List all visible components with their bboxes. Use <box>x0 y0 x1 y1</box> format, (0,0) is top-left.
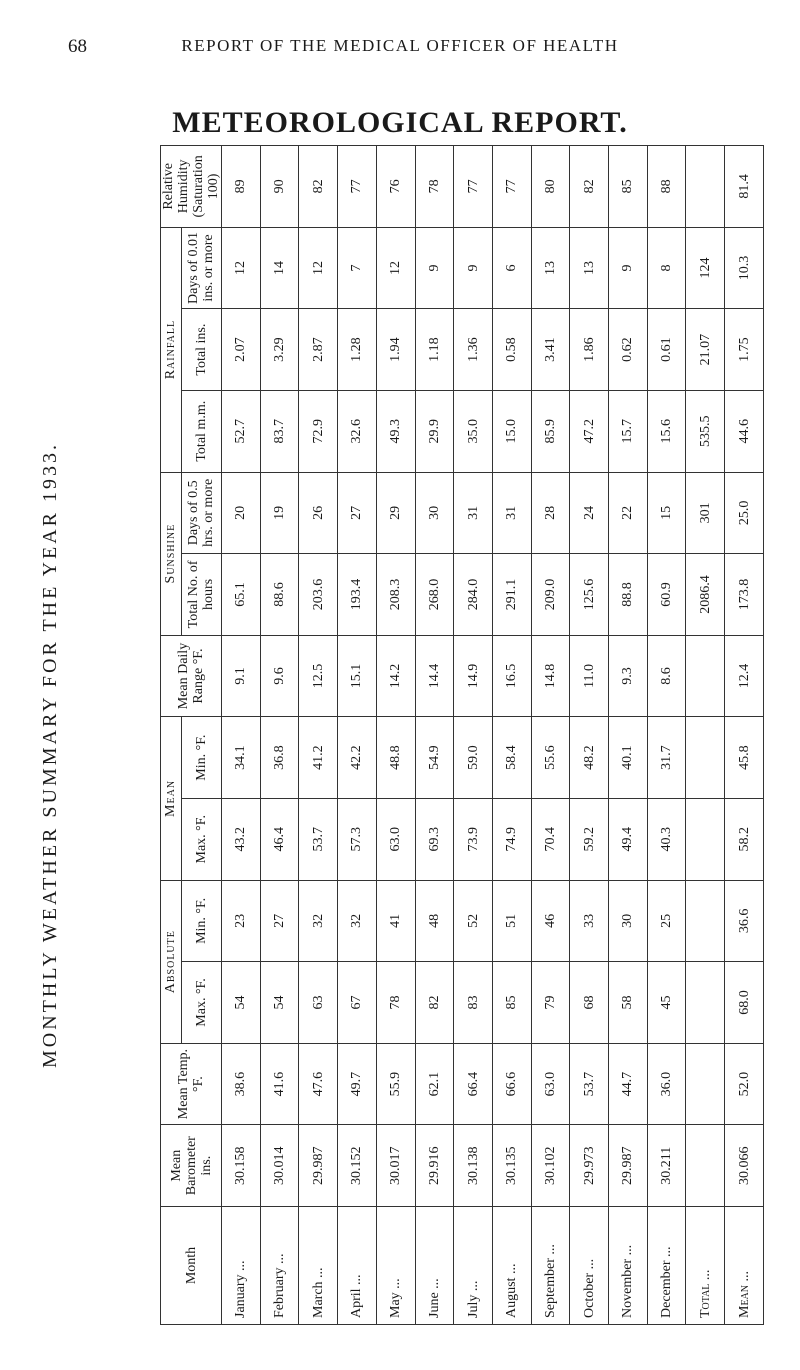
table-row <box>454 146 493 1325</box>
mean-min-cell <box>686 717 725 799</box>
header-mean-max: Max. °F. <box>181 798 221 880</box>
month-cell: September ... <box>531 1207 570 1325</box>
mean-temp-cell: 36.0 <box>647 1043 686 1125</box>
table-row <box>609 146 648 1325</box>
absolute-min-cell: 33 <box>570 880 609 962</box>
mean-min-cell: 34.1 <box>222 717 261 799</box>
table-row <box>531 146 570 1325</box>
rain-days-cell: 8 <box>647 227 686 309</box>
sunshine-days-cell: 19 <box>260 472 299 554</box>
barometer-cell: 30.014 <box>260 1125 299 1207</box>
table-row <box>260 146 299 1325</box>
barometer-cell: 30.158 <box>222 1125 261 1207</box>
table-row <box>647 146 686 1325</box>
mean-max-cell: 63.0 <box>376 798 415 880</box>
table-row <box>338 146 377 1325</box>
barometer-cell: 29.987 <box>609 1125 648 1207</box>
sunshine-hours-cell: 208.3 <box>376 554 415 636</box>
absolute-min-cell: 23 <box>222 880 261 962</box>
rainfall-ins-cell: 0.62 <box>609 309 648 391</box>
month-cell: June ... <box>415 1207 454 1325</box>
rainfall-ins-cell: 1.28 <box>338 309 377 391</box>
mean-temp-cell <box>686 1043 725 1125</box>
rain-days-cell: 9 <box>609 227 648 309</box>
humidity-cell: 77 <box>338 146 377 228</box>
header-absolute: Absolute <box>161 880 182 1043</box>
humidity-cell: 80 <box>531 146 570 228</box>
rainfall-mm-cell: 83.7 <box>260 390 299 472</box>
humidity-cell: 78 <box>415 146 454 228</box>
month-cell: March ... <box>299 1207 338 1325</box>
table-row <box>415 146 454 1325</box>
sunshine-days-cell: 25.0 <box>725 472 764 554</box>
sunshine-days-cell: 30 <box>415 472 454 554</box>
mean-min-cell: 45.8 <box>725 717 764 799</box>
sunshine-hours-cell: 284.0 <box>454 554 493 636</box>
rain-days-cell: 14 <box>260 227 299 309</box>
absolute-min-cell <box>686 880 725 962</box>
rainfall-mm-cell: 15.6 <box>647 390 686 472</box>
humidity-cell: 90 <box>260 146 299 228</box>
humidity-cell: 85 <box>609 146 648 228</box>
absolute-max-cell: 68 <box>570 962 609 1044</box>
mean-max-cell: 74.9 <box>492 798 531 880</box>
side-title: MONTHLY WEATHER SUMMARY FOR THE YEAR 1933. <box>39 441 61 1069</box>
total-row <box>686 146 725 1325</box>
weather-table-frame <box>160 145 750 1325</box>
barometer-cell: 30.152 <box>338 1125 377 1207</box>
page-number: 68 <box>68 36 87 57</box>
daily-range-cell: 12.5 <box>299 635 338 717</box>
running-head: REPORT OF THE MEDICAL OFFICER OF HEALTH <box>181 36 619 55</box>
header-absolute-max: Max. °F. <box>181 962 221 1044</box>
mean-min-cell: 58.4 <box>492 717 531 799</box>
rainfall-mm-cell: 44.6 <box>725 390 764 472</box>
total-label: Total ... <box>686 1207 725 1325</box>
header-rainfall-days: Days of 0.01 ins. or more <box>181 227 221 309</box>
humidity-cell: 81.4 <box>725 146 764 228</box>
month-cell: January ... <box>222 1207 261 1325</box>
mean-min-cell: 54.9 <box>415 717 454 799</box>
mean-max-cell: 59.2 <box>570 798 609 880</box>
absolute-min-cell: 48 <box>415 880 454 962</box>
absolute-min-cell: 41 <box>376 880 415 962</box>
mean-temp-cell: 47.6 <box>299 1043 338 1125</box>
header-mean: Mean <box>161 717 182 880</box>
absolute-min-cell: 32 <box>338 880 377 962</box>
rainfall-ins-cell: 1.75 <box>725 309 764 391</box>
mean-temp-cell: 63.0 <box>531 1043 570 1125</box>
table-row <box>299 146 338 1325</box>
mean-max-cell: 57.3 <box>338 798 377 880</box>
sunshine-days-cell: 29 <box>376 472 415 554</box>
header-mean-temp: Mean Temp. °F. <box>161 1043 222 1125</box>
barometer-cell <box>686 1125 725 1207</box>
month-cell: August ... <box>492 1207 531 1325</box>
daily-range-cell: 9.1 <box>222 635 261 717</box>
sunshine-hours-cell: 173.8 <box>725 554 764 636</box>
rainfall-mm-cell: 535.5 <box>686 390 725 472</box>
absolute-max-cell: 83 <box>454 962 493 1044</box>
mean-min-cell: 36.8 <box>260 717 299 799</box>
sunshine-hours-cell: 2086.4 <box>686 554 725 636</box>
report-title: METEOROLOGICAL REPORT. <box>172 106 628 139</box>
sunshine-days-cell: 31 <box>454 472 493 554</box>
mean-max-cell: 70.4 <box>531 798 570 880</box>
mean-temp-cell: 55.9 <box>376 1043 415 1125</box>
rainfall-ins-cell: 1.94 <box>376 309 415 391</box>
header-rainfall-mm: Total m.m. <box>181 390 221 472</box>
mean-min-cell: 55.6 <box>531 717 570 799</box>
sunshine-days-cell: 28 <box>531 472 570 554</box>
rainfall-ins-cell: 2.07 <box>222 309 261 391</box>
humidity-cell: 77 <box>454 146 493 228</box>
rainfall-mm-cell: 49.3 <box>376 390 415 472</box>
header-sunshine: Sunshine <box>161 472 182 635</box>
rain-days-cell: 12 <box>222 227 261 309</box>
mean-max-cell: 73.9 <box>454 798 493 880</box>
absolute-max-cell: 54 <box>260 962 299 1044</box>
month-cell: July ... <box>454 1207 493 1325</box>
daily-range-cell: 14.9 <box>454 635 493 717</box>
rainfall-ins-cell: 0.58 <box>492 309 531 391</box>
daily-range-cell: 11.0 <box>570 635 609 717</box>
humidity-cell: 82 <box>570 146 609 228</box>
month-cell: November ... <box>609 1207 648 1325</box>
absolute-min-cell: 52 <box>454 880 493 962</box>
barometer-cell: 29.987 <box>299 1125 338 1207</box>
barometer-cell: 30.211 <box>647 1125 686 1207</box>
rain-days-cell: 9 <box>454 227 493 309</box>
rainfall-ins-cell: 3.41 <box>531 309 570 391</box>
month-cell: May ... <box>376 1207 415 1325</box>
daily-range-cell: 14.4 <box>415 635 454 717</box>
sunshine-hours-cell: 88.6 <box>260 554 299 636</box>
rainfall-mm-cell: 35.0 <box>454 390 493 472</box>
rainfall-mm-cell: 47.2 <box>570 390 609 472</box>
barometer-cell: 29.973 <box>570 1125 609 1207</box>
mean-temp-cell: 41.6 <box>260 1043 299 1125</box>
sunshine-days-cell: 20 <box>222 472 261 554</box>
daily-range-cell: 8.6 <box>647 635 686 717</box>
mean-temp-cell: 66.6 <box>492 1043 531 1125</box>
sunshine-hours-cell: 60.9 <box>647 554 686 636</box>
sunshine-hours-cell: 203.6 <box>299 554 338 636</box>
humidity-cell: 89 <box>222 146 261 228</box>
humidity-cell: 76 <box>376 146 415 228</box>
absolute-max-cell: 68.0 <box>725 962 764 1044</box>
absolute-max-cell: 85 <box>492 962 531 1044</box>
month-cell: December ... <box>647 1207 686 1325</box>
rainfall-ins-cell: 0.61 <box>647 309 686 391</box>
mean-max-cell: 69.3 <box>415 798 454 880</box>
humidity-cell: 77 <box>492 146 531 228</box>
mean-max-cell <box>686 798 725 880</box>
mean-label: Mean ... <box>725 1207 764 1325</box>
absolute-max-cell: 45 <box>647 962 686 1044</box>
rainfall-ins-cell: 1.36 <box>454 309 493 391</box>
sunshine-hours-cell: 88.8 <box>609 554 648 636</box>
daily-range-cell: 9.6 <box>260 635 299 717</box>
rain-days-cell: 12 <box>299 227 338 309</box>
sunshine-hours-cell: 268.0 <box>415 554 454 636</box>
mean-temp-cell: 66.4 <box>454 1043 493 1125</box>
barometer-cell: 30.135 <box>492 1125 531 1207</box>
absolute-min-cell: 30 <box>609 880 648 962</box>
table-row <box>222 146 261 1325</box>
month-cell: February ... <box>260 1207 299 1325</box>
table-body <box>222 146 764 1325</box>
header-mean-min: Min. °F. <box>181 717 221 799</box>
humidity-cell <box>686 146 725 228</box>
mean-min-cell: 48.2 <box>570 717 609 799</box>
daily-range-cell <box>686 635 725 717</box>
mean-temp-cell: 52.0 <box>725 1043 764 1125</box>
mean-max-cell: 43.2 <box>222 798 261 880</box>
daily-range-cell: 14.2 <box>376 635 415 717</box>
rainfall-ins-cell: 2.87 <box>299 309 338 391</box>
mean-row <box>725 146 764 1325</box>
weather-summary-table <box>160 145 764 1325</box>
mean-max-cell: 49.4 <box>609 798 648 880</box>
rain-days-cell: 6 <box>492 227 531 309</box>
table-row <box>492 146 531 1325</box>
header-barometer: Mean Barometer ins. <box>161 1125 222 1207</box>
mean-max-cell: 58.2 <box>725 798 764 880</box>
header-sunshine-days: Days of 0.5 hrs. or more <box>181 472 221 554</box>
mean-max-cell: 53.7 <box>299 798 338 880</box>
barometer-cell: 30.017 <box>376 1125 415 1207</box>
table-row <box>570 146 609 1325</box>
absolute-max-cell: 58 <box>609 962 648 1044</box>
header-rainfall-ins: Total ins. <box>181 309 221 391</box>
absolute-max-cell: 78 <box>376 962 415 1044</box>
sunshine-hours-cell: 125.6 <box>570 554 609 636</box>
absolute-min-cell: 46 <box>531 880 570 962</box>
rainfall-mm-cell: 52.7 <box>222 390 261 472</box>
rain-days-cell: 13 <box>570 227 609 309</box>
rain-days-cell: 12 <box>376 227 415 309</box>
header-absolute-min: Min. °F. <box>181 880 221 962</box>
header-humidity: Relative Humidity (Saturation 100) <box>161 146 222 228</box>
sunshine-days-cell: 31 <box>492 472 531 554</box>
mean-min-cell: 59.0 <box>454 717 493 799</box>
absolute-min-cell: 36.6 <box>725 880 764 962</box>
month-cell: April ... <box>338 1207 377 1325</box>
daily-range-cell: 14.8 <box>531 635 570 717</box>
daily-range-cell: 15.1 <box>338 635 377 717</box>
daily-range-cell: 9.3 <box>609 635 648 717</box>
absolute-min-cell: 27 <box>260 880 299 962</box>
mean-min-cell: 42.2 <box>338 717 377 799</box>
sunshine-days-cell: 301 <box>686 472 725 554</box>
absolute-min-cell: 32 <box>299 880 338 962</box>
rain-days-cell: 9 <box>415 227 454 309</box>
sunshine-days-cell: 22 <box>609 472 648 554</box>
rainfall-mm-cell: 72.9 <box>299 390 338 472</box>
absolute-max-cell: 82 <box>415 962 454 1044</box>
sunshine-days-cell: 27 <box>338 472 377 554</box>
rain-days-cell: 13 <box>531 227 570 309</box>
rainfall-mm-cell: 15.7 <box>609 390 648 472</box>
mean-temp-cell: 49.7 <box>338 1043 377 1125</box>
sunshine-hours-cell: 65.1 <box>222 554 261 636</box>
absolute-max-cell: 54 <box>222 962 261 1044</box>
barometer-cell: 30.066 <box>725 1125 764 1207</box>
header-daily-range: Mean Daily Range °F. <box>161 635 222 717</box>
rainfall-ins-cell: 21.07 <box>686 309 725 391</box>
header-month: Month <box>161 1207 222 1325</box>
rainfall-mm-cell: 85.9 <box>531 390 570 472</box>
sunshine-hours-cell: 209.0 <box>531 554 570 636</box>
mean-max-cell: 40.3 <box>647 798 686 880</box>
absolute-min-cell: 25 <box>647 880 686 962</box>
sunshine-hours-cell: 193.4 <box>338 554 377 636</box>
mean-temp-cell: 44.7 <box>609 1043 648 1125</box>
rainfall-ins-cell: 1.18 <box>415 309 454 391</box>
absolute-max-cell <box>686 962 725 1044</box>
month-cell: October ... <box>570 1207 609 1325</box>
barometer-cell: 29.916 <box>415 1125 454 1207</box>
barometer-cell: 30.138 <box>454 1125 493 1207</box>
mean-min-cell: 41.2 <box>299 717 338 799</box>
sunshine-days-cell: 15 <box>647 472 686 554</box>
sunshine-hours-cell: 291.1 <box>492 554 531 636</box>
header-rainfall: Rainfall <box>161 227 182 472</box>
daily-range-cell: 16.5 <box>492 635 531 717</box>
absolute-max-cell: 67 <box>338 962 377 1044</box>
rain-days-cell: 10.3 <box>725 227 764 309</box>
mean-max-cell: 46.4 <box>260 798 299 880</box>
rain-days-cell: 7 <box>338 227 377 309</box>
rainfall-mm-cell: 32.6 <box>338 390 377 472</box>
daily-range-cell: 12.4 <box>725 635 764 717</box>
mean-min-cell: 48.8 <box>376 717 415 799</box>
sunshine-days-cell: 24 <box>570 472 609 554</box>
humidity-cell: 82 <box>299 146 338 228</box>
rain-days-cell: 124 <box>686 227 725 309</box>
rainfall-mm-cell: 29.9 <box>415 390 454 472</box>
rainfall-ins-cell: 1.86 <box>570 309 609 391</box>
table-row <box>376 146 415 1325</box>
humidity-cell: 88 <box>647 146 686 228</box>
header-sunshine-total: Total No. of hours <box>181 554 221 636</box>
absolute-min-cell: 51 <box>492 880 531 962</box>
absolute-max-cell: 79 <box>531 962 570 1044</box>
mean-min-cell: 31.7 <box>647 717 686 799</box>
rainfall-mm-cell: 15.0 <box>492 390 531 472</box>
sunshine-days-cell: 26 <box>299 472 338 554</box>
mean-temp-cell: 53.7 <box>570 1043 609 1125</box>
mean-temp-cell: 38.6 <box>222 1043 261 1125</box>
mean-temp-cell: 62.1 <box>415 1043 454 1125</box>
rainfall-ins-cell: 3.29 <box>260 309 299 391</box>
absolute-max-cell: 63 <box>299 962 338 1044</box>
barometer-cell: 30.102 <box>531 1125 570 1207</box>
mean-min-cell: 40.1 <box>609 717 648 799</box>
